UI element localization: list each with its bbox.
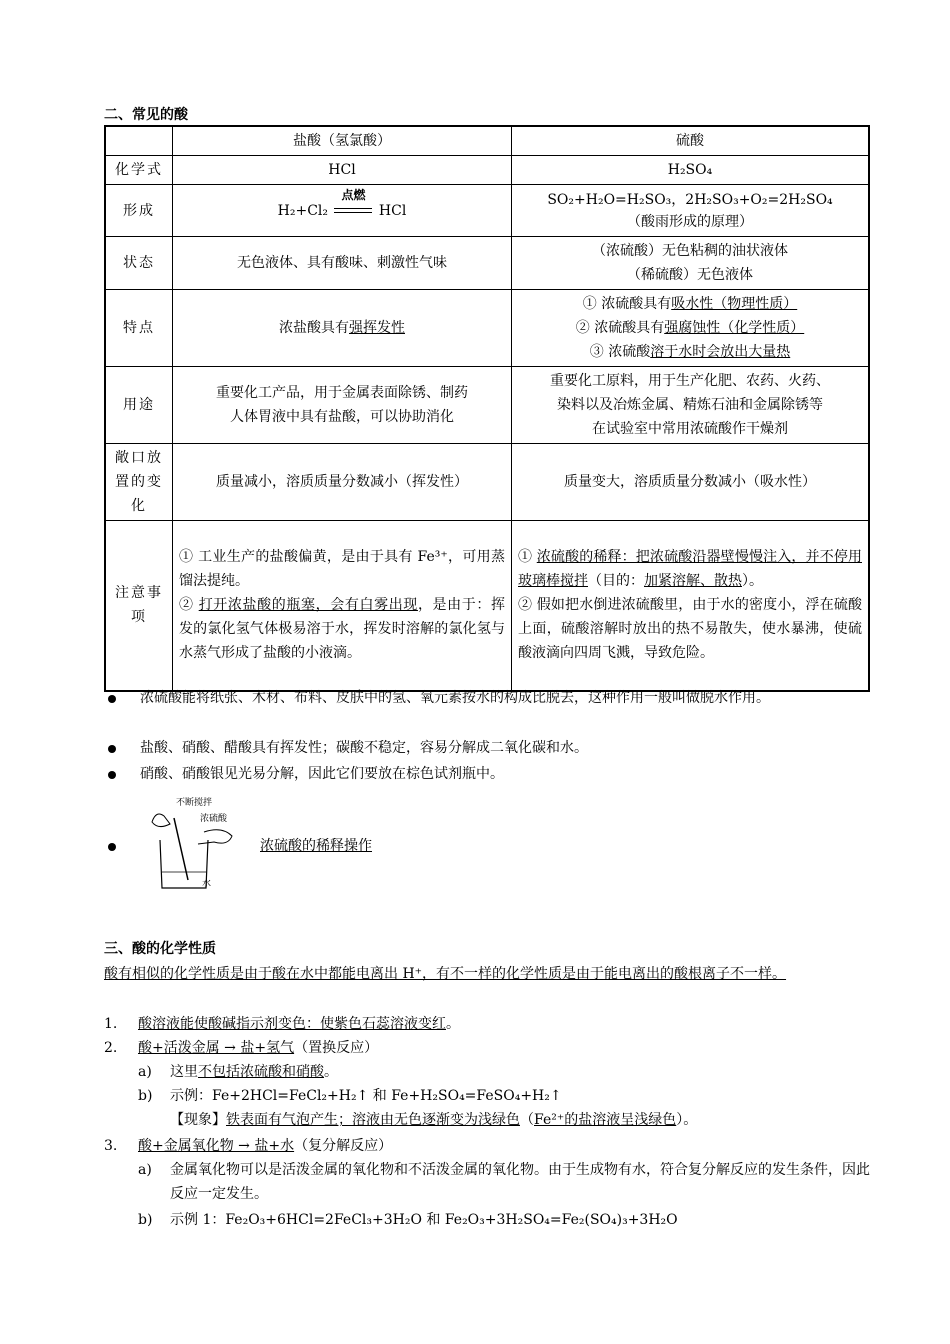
- table-row-formation: 形成 H₂+Cl₂ 点燃 HCl SO₂+H₂O=H₂SO₃，2H₂SO₃+O₂=2H₂SO₄ （酸雨形成的原理）: [105, 185, 869, 237]
- glass-rod-icon: [174, 818, 188, 880]
- figure-caption: 浓硫酸的稀释操作: [260, 838, 372, 854]
- hand-icon: [152, 814, 170, 827]
- table-header-row: [105, 126, 869, 156]
- pouring-hand-icon: [198, 830, 232, 844]
- table-row-use: 用途 重要化工产品，用于金属表面除锈、制药 人体胃液中具有盐酸，可以协助消化 重要化工原料，用于生产化肥、农药、火药、 染料以及冶炼金属、精炼石油和金属除锈等 在试验室中常用浓硫酸作干燥剂: [105, 367, 869, 444]
- item-2-phenomenon: 【现象】铁表面有气泡产生；溶液由无色逐渐变为浅绿色（Fe²⁺的盐溶液呈浅绿色）。: [170, 1112, 698, 1128]
- header-hcl: 盐酸（氢氯酸）: [173, 126, 512, 156]
- item-2a: a) 这里不包括浓硫酸和硝酸。: [138, 1064, 338, 1080]
- item-2b: b) 示例：Fe+2HCl=FeCl₂+H₂↑ 和 Fe+H₂SO₄=FeSO₄+H₂↑: [138, 1088, 562, 1104]
- dilution-illustration: [134, 796, 260, 894]
- figure-label-water: 水: [202, 879, 212, 889]
- section3-intro: 酸有相似的化学性质是由于酸在水中都能电离出 H⁺，有不一样的化学性质是由于能电离出的酸根离子不一样。: [104, 966, 787, 982]
- section-title-acid-properties: 三、酸的化学性质: [104, 941, 216, 957]
- header-h2so4: 硫酸: [512, 126, 870, 156]
- hcl-formation-equation: H₂+Cl₂ 点燃 HCl: [173, 185, 512, 237]
- item-1: 1. 酸溶液能使酸碱指示剂变色：使紫色石蕊溶液变红。: [104, 1016, 460, 1032]
- item-3a: a) 金属氧化物可以是活泼金属的氧化物和不活泼金属的氧化物。由于生成物有水，符合复分解反应的发生条件，因此反应一定发生。: [138, 1162, 870, 1202]
- figure-label-acid: 浓硫酸: [200, 814, 228, 824]
- figure-label-stir: 不断搅拌: [176, 798, 213, 808]
- table-row-state: 状态 无色液体、具有酸味、刺激性气味 （浓硫酸）无色粘稠的油状液体 （稀硫酸）无色液体: [105, 237, 869, 290]
- item-2: 2. 酸+活泼金属 → 盐+氢气（置换反应）: [104, 1040, 379, 1056]
- bullet-volatility: 盐酸、硝酸、醋酸具有挥发性；碳酸不稳定，容易分解成二氧化碳和水。: [104, 736, 870, 760]
- bullet-light-decompose: 硝酸、硝酸银见光易分解，因此它们要放在棕色试剂瓶中。: [104, 762, 870, 786]
- table-row-formula: 化学式 HCl H₂SO₄: [105, 156, 869, 185]
- item-3b: b) 示例 1：Fe₂O₃+6HCl=2FeCl₃+3H₂O 和 Fe₂O₃+3H₂SO₄=Fe₂(SO₄)₃+3H₂O: [138, 1212, 678, 1228]
- table-row-notes: 注意事项 ① 工业生产的盐酸偏黄，是由于具有 Fe³⁺，可用蒸馏法提纯。 ② 打开浓盐酸的瓶塞，会有白雾出现，是由于：挥发的氯化氢气体极易溶于水，挥发时溶解的氯化氢与水蒸气形成了盐酸的小液滴。 ① 浓硫酸的稀释：把浓硫酸沿器壁慢慢注入，并不停用玻璃棒搅拌（目的：加紧溶解、散热）。 ② 假如把水倒进浓硫酸里，由于水的密度小，浮在硫酸上面，硫酸溶解时放出的热不易散失，使水暴沸，使硫酸液滴向四周飞溅，导致危险。: [105, 521, 869, 691]
- section-title-common-acids: 二、常见的酸: [104, 107, 188, 123]
- bullet-dehydration: 浓硫酸能将纸张、木材、布料、皮肤中的氢、氧元素按水的构成比脱去，这种作用一般叫做脱水作用。: [104, 686, 870, 710]
- table-row-open-change: 敞口放置的变化 质量减小，溶质质量分数减小（挥发性） 质量变大，溶质质量分数减小（吸水性）: [105, 444, 869, 521]
- acid-comparison-table: [104, 125, 870, 692]
- item-3: 3. 酸+金属氧化物 → 盐+水（复分解反应）: [104, 1138, 393, 1154]
- table-row-feature: 特点 浓盐酸具有强挥发性 ① 浓硫酸具有吸水性（物理性质） ② 浓硫酸具有强腐蚀性（化学性质） ③ 浓硫酸溶于水时会放出大量热: [105, 290, 869, 367]
